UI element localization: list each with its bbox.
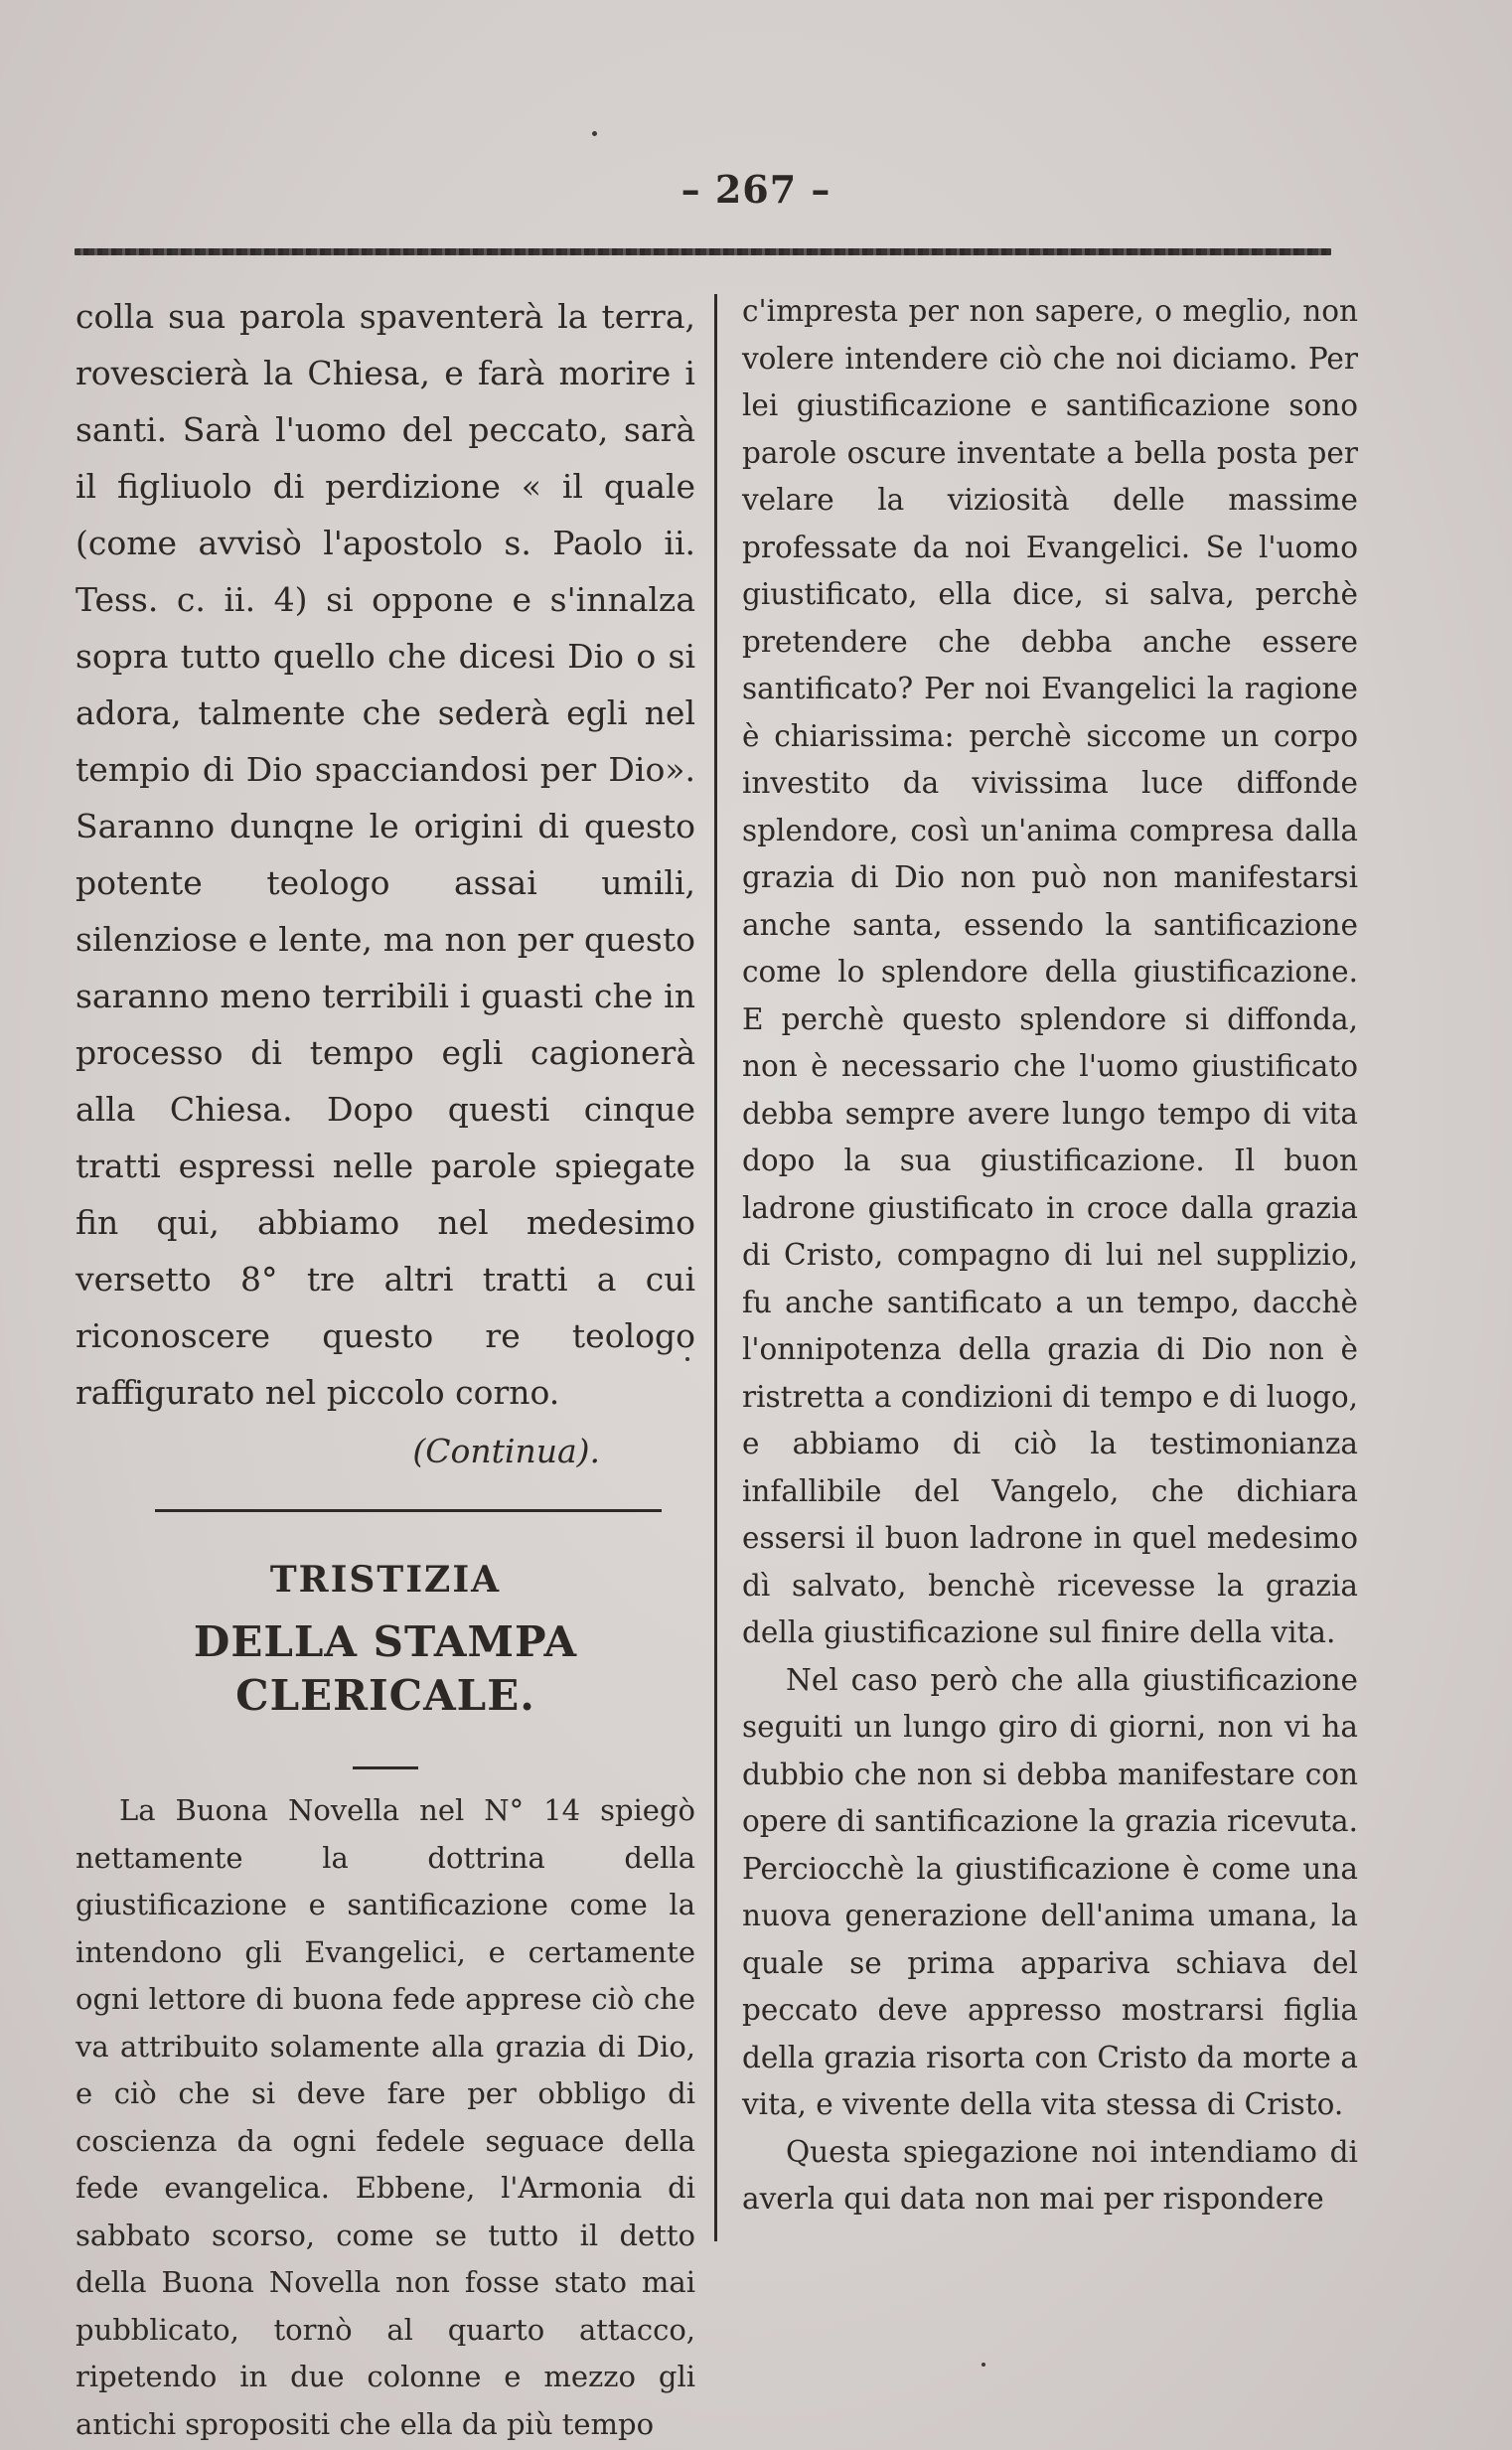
header-rule — [75, 248, 1331, 255]
right-paragraph-1: c'impresta per non sapere, o meglio, non volere intendere ciò che noi diciamo. Per lei giustificazione e santificazione sono parole oscure inventate a bella posta per velare la viziosità delle massime professate da noi Evangelici. Se l'uomo giustificato, ella dice, si salva, perchè pretendere che debba anche essere santificato? Per noi Evangelici la ragione è chiarissima: perchè siccome un corpo investito da vivissima luce diffonde splendore, così un'anima compresa dalla grazia di Dio non può non manifestarsi anche santa, essendo la santificazione come lo splendore della giustificazione. E perchè questo splendore si diffonda, non è necessario che l'uomo giustificato debba sempre avere lungo tempo di vita dopo la sua giustificazione. Il buon ladrone giustificato in croce dalla grazia di Cristo, compagno di lui nel supplizio, fu anche santificato a un tempo, dacchè l'onnipotenza della grazia di Dio non è ristretta a condizioni di tempo e di luogo, e abbiamo di ciò la testimonianza infallibile del Vangelo, che dichiara essersi il buon ladrone in quel medesimo dì salvato, benchè ricevesse la grazia della giustificazione sul finire della vita. — [742, 294, 1358, 1649]
article-title-line2: DELLA STAMPA CLERICALE. — [193, 1617, 578, 1720]
left-column — [76, 288, 695, 2448]
continua-note: (Continua). — [412, 1432, 600, 1470]
right-paragraph-3: Questa spiegazione noi intendiamo di averla qui data non mai per rispondere — [742, 2134, 1358, 2216]
page-number: – 267 – — [680, 167, 832, 212]
ink-speck — [592, 131, 597, 136]
ink-speck — [685, 1357, 689, 1361]
section-separator — [155, 1509, 662, 1512]
continuation-paragraph: colla sua parola spaventerà la terra, rovescierà la Chiesa, e farà morire i santi. Sarà l'uomo del peccato, sarà il figliuolo di perdizione « il quale (come avvisò l'apostolo s. Paolo ii. Tess. c. ii. 4) si oppone e s'innalza sopra tutto quello che dicesi Dio o si adora, talmente che sederà egli nel tempio di Dio spacciandosi per Dio». Saranno dunqne le origini di questo potente teologo assai umili, silenziose e lente, ma non per questo saranno meno terribili i guasti che in processo di tempo egli cagionerà alla Chiesa. Dopo questi cinque tratti espressi nelle parole spiegate fin qui, abbiamo nel medesimo versetto 8° tre altri tratti a cui riconoscere questo re teologo raffigurato nel piccolo corno. — [76, 297, 695, 1412]
article-title-line1: TRISTIZIA — [269, 1559, 502, 1601]
column-divider — [714, 294, 717, 2241]
ink-speck — [982, 2363, 985, 2367]
right-column — [742, 288, 1358, 2223]
title-separator — [353, 1766, 418, 1769]
article-paragraph: La Buona Novella nel N° 14 spiegò nettamente la dottrina della giustificazione e santificazione come la intendono gli Evangelici, e certamente ogni lettore di buona fede apprese ciò che va attribuito solamente alla grazia di Dio, e ciò che si deve fare per obbligo di coscienza da ogni fedele seguace della fede evangelica. Ebbene, l'Armonia di sabbato scorso, come se tutto il detto della Buona Novella non fosse stato mai pubblicato, tornò al quarto attacco, ripetendo in due colonne e mezzo gli antichi spropositi che ella da più tempo — [76, 1793, 695, 2441]
right-paragraph-2: Nel caso però che alla giustificazione seguiti un lungo giro di giorni, non vi ha dubbio che non si debba manifestare con opere di santificazione la grazia ricevuta. Perciocchè la giustificazione è come una nuova generazione dell'anima umana, la quale se prima appariva schiava del peccato deve appresso mostrarsi figlia della grazia risorta con Cristo da morte a vita, e vivente della vita stessa di Cristo. — [742, 1662, 1358, 2121]
